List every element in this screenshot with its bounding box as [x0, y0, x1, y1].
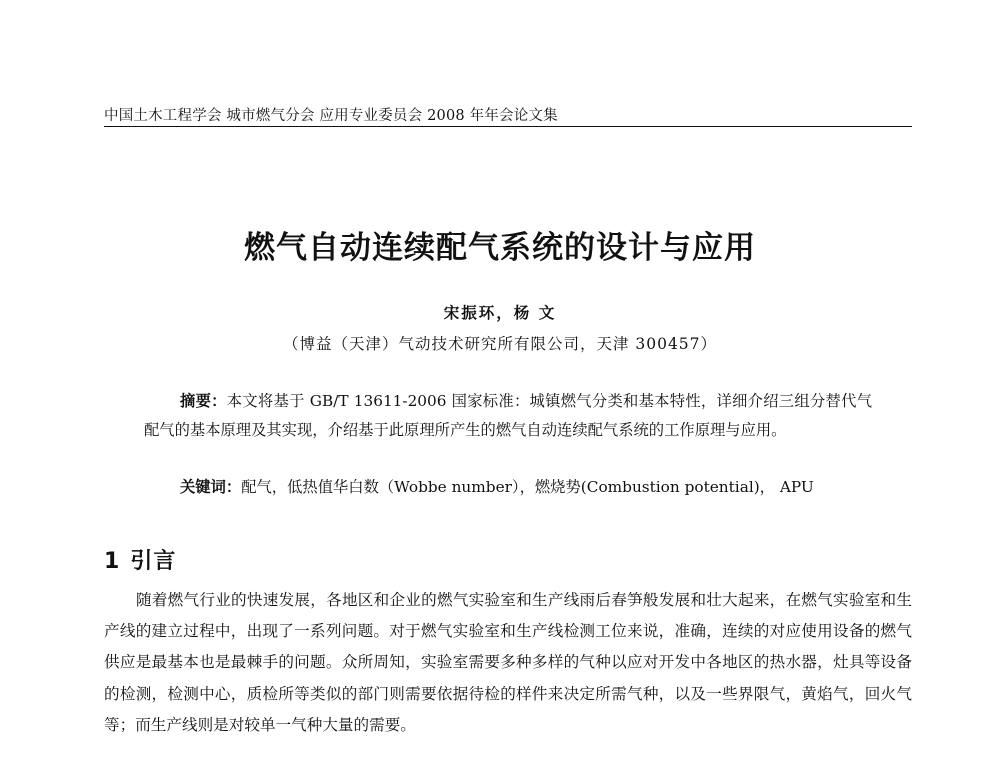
keywords-text: 配气，低热值华白数（Wobbe number），燃烧势(Combustion potential)， APU [241, 478, 814, 496]
running-header: 中国土木工程学会 城市燃气分会 应用专业委员会 2008 年年会论文集 [104, 108, 558, 124]
abstract-label: 摘要： [180, 392, 227, 410]
intro-paragraph: 随着燃气行业的快速发展，各地区和企业的燃气实验室和生产线雨后春笋般发展和壮大起来，在燃气实验室和生产线的建立过程中，出现了一系列问题。对于燃气实验室和生产线检测工位来说，准确，连续的对应使用设备的燃气供应是最基本也是最棘手的问题。众所周知，实验室需要多种多样的气种以应对开发中各地区的热水器，灶具等设备的检测，检测中心，质检所等类似的部门则需要依据待检的样件来决定所需气种，以及一些界限气，黄焰气，回火气等；而生产线则是对较单一气种大量的需要。 [104, 591, 912, 734]
authors: 宋振环，杨 文 [443, 303, 557, 322]
section-heading [104, 544, 176, 575]
abstract [144, 387, 872, 444]
section-number: 1 [104, 549, 121, 574]
paper-title: 燃气自动连续配气系统的设计与应用 [244, 230, 756, 266]
affiliation: （博益（天津）气动技术研究所有限公司，天津 300457） [282, 335, 718, 353]
header-rule [104, 126, 912, 127]
section-title: 引言 [130, 549, 177, 574]
abstract-text: 本文将基于 GB/T 13611-2006 国家标准：城镇燃气分类和基本特性，详细介绍三组分替代气配气的基本原理及其实现，介绍基于此原理所产生的燃气自动连续配气系统的工作原理与应用。 [144, 392, 872, 439]
keywords-label: 关键词： [180, 478, 242, 496]
keywords [180, 473, 880, 501]
